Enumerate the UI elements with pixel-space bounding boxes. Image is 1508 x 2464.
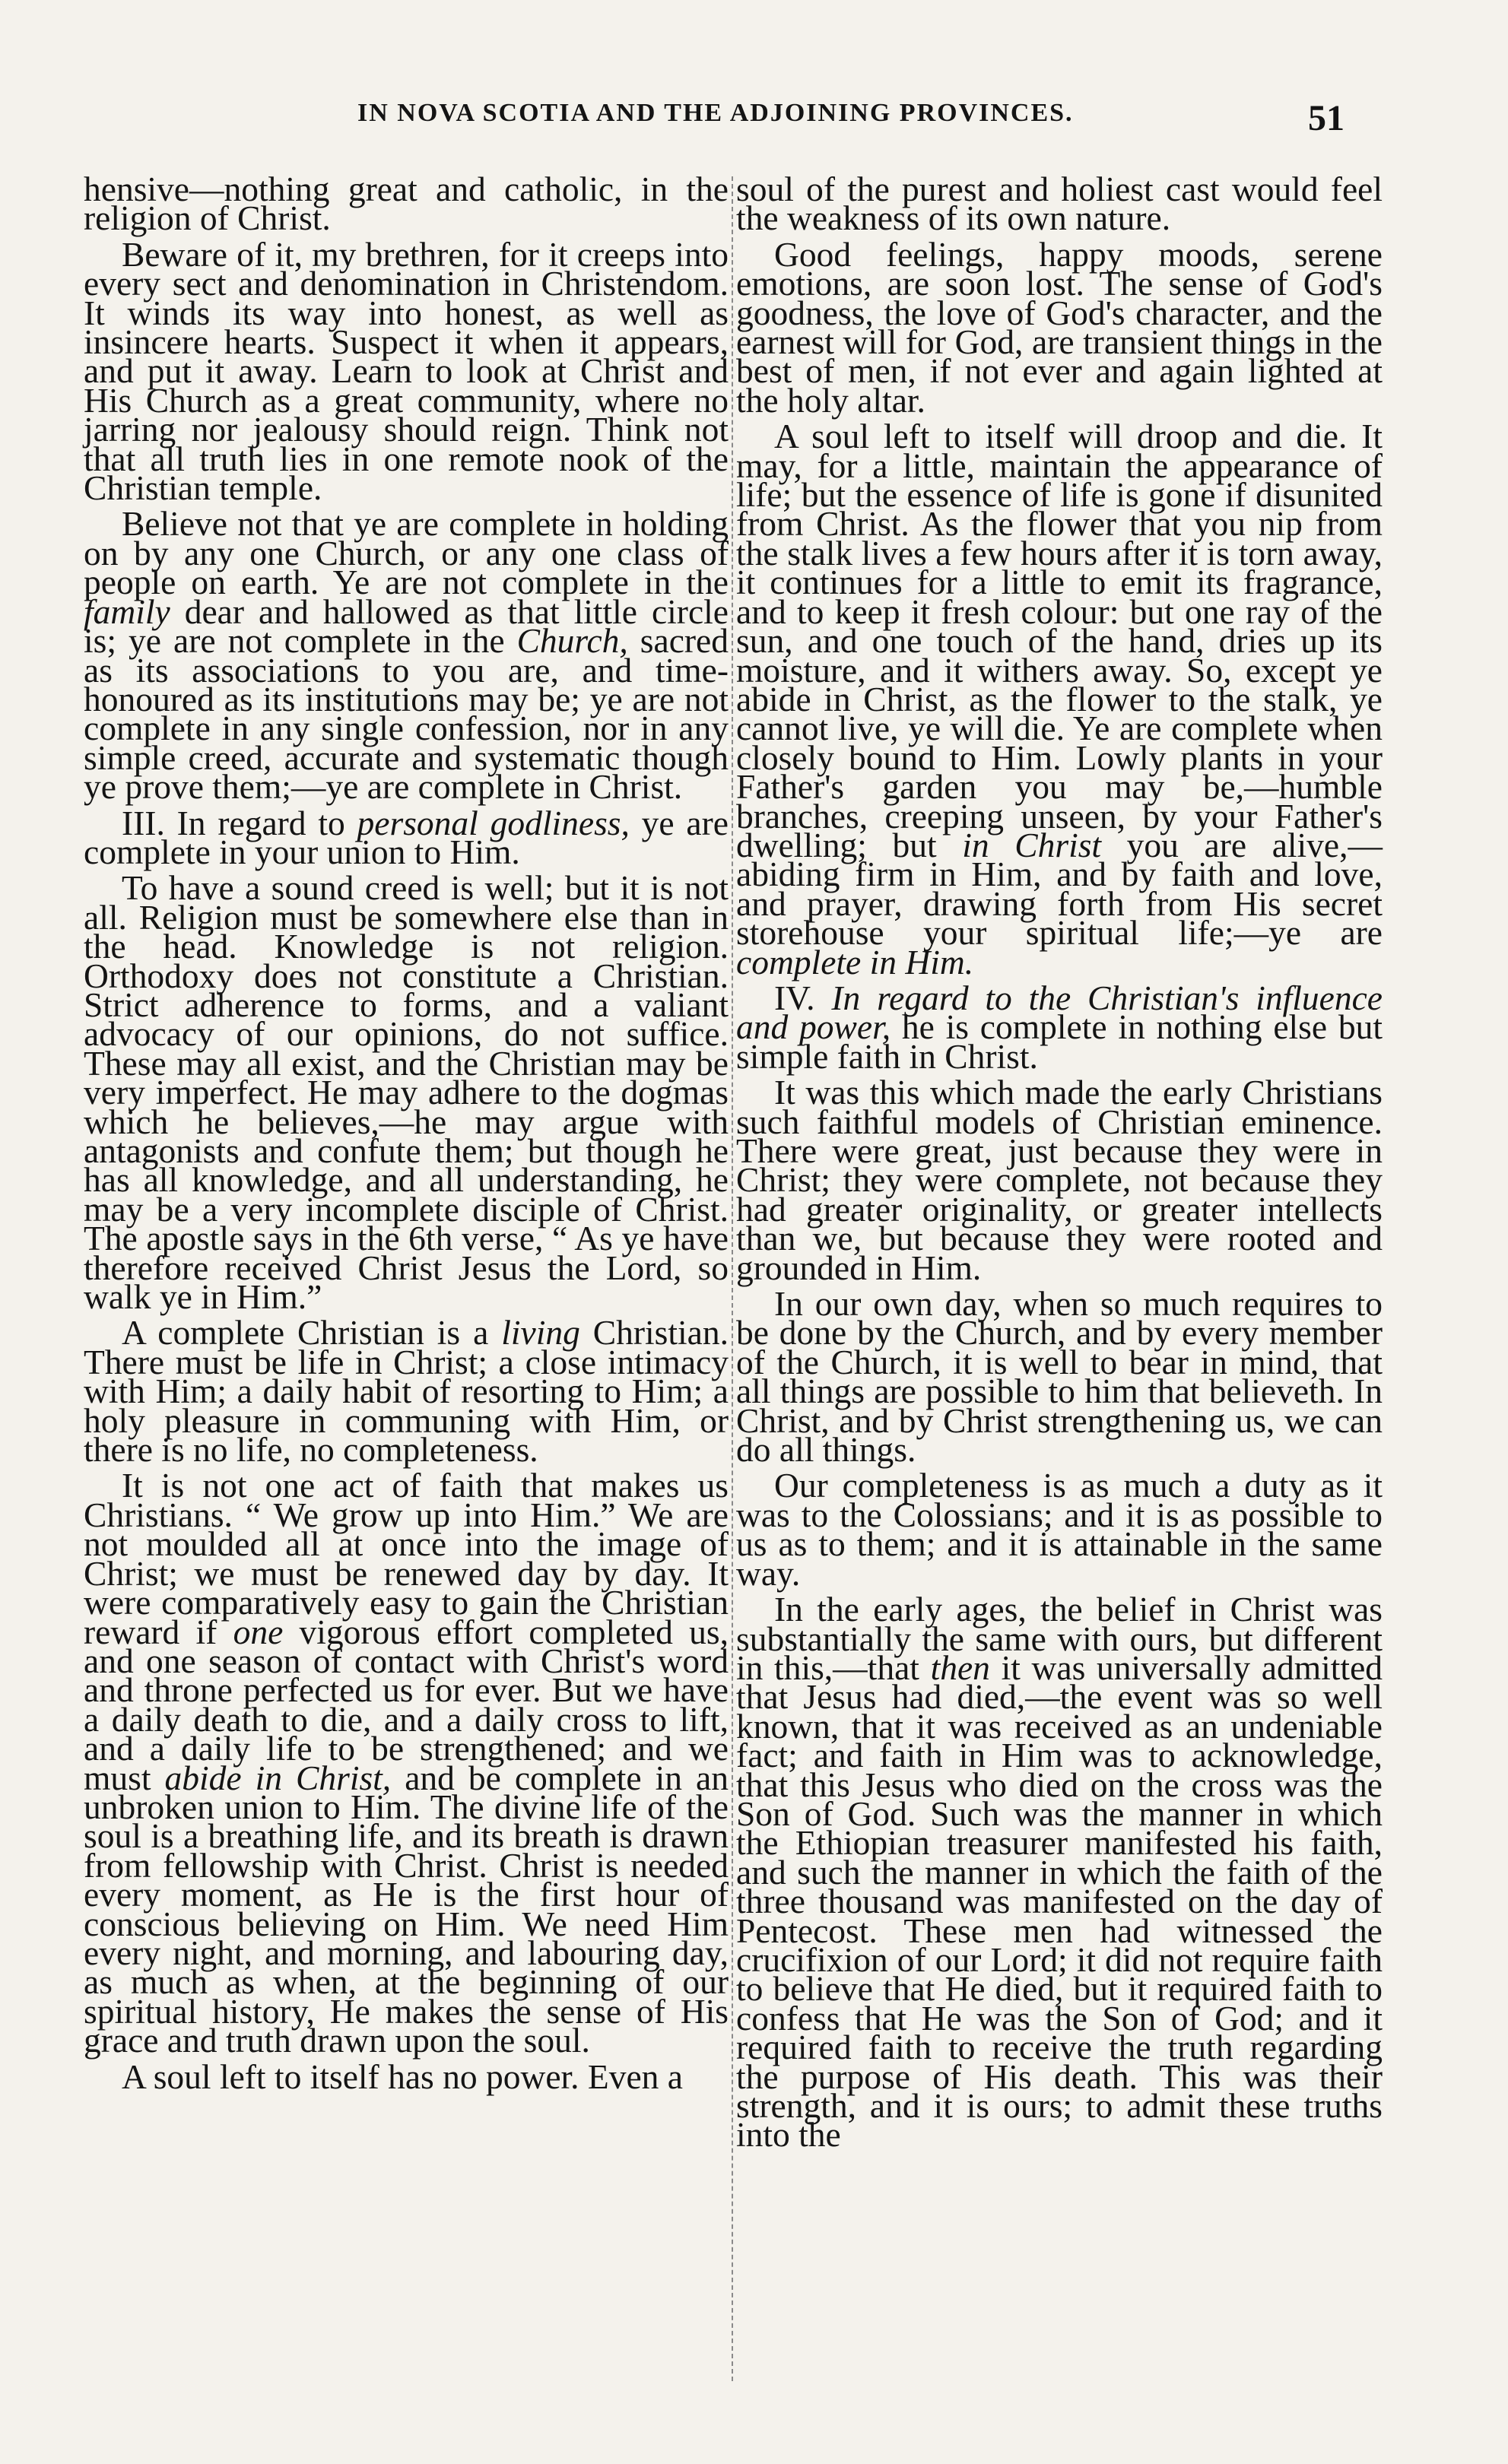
paragraph-text: A soul left to itself will droop and die. It may, for a little, maintain the appearance of life; but the essence of life is gone if disunited from Christ. As the flower that you nip from the stalk lives a few hours after it is torn away, it continues for a little to emit its fragrance, and to keep it fresh colour: but one ray of the sun, and one touch of the hand, dries up its moisture, and it withers away. So, except ye abide in Christ, as the flower to the stalk, ye cannot live, ye will die. Ye are complete when closely bound to Him. Lowly plants in your Father's garden you may be,—humble branches, creeping unseen, by your Father's dwelling; but (736, 417, 1383, 864)
paragraph-text: In our own day, when so much requires to be done by the Church, and by every member of the Church, it is well to bear in mind, that all things are possible to him that believeth. In Christ, and by Christ strengthening us, we can do all things. (736, 1284, 1383, 1470)
paragraph (84, 504, 729, 807)
paragraph-text: he is complete in nothing else but simple faith in Christ. (736, 1007, 1383, 1076)
section-heading-paragraph (84, 803, 729, 871)
page-number: 51 (1308, 98, 1345, 138)
paragraph (736, 1466, 1383, 1593)
italic-text: In regard to the Christian's influence and power, (736, 978, 1383, 1047)
paragraph (736, 417, 1383, 981)
paragraph (84, 2057, 729, 2096)
italic-text: then (930, 1647, 990, 1687)
paragraph-text: It is not one act of faith that makes us Christians. “ We grow up into Him.” We are not moulded all at once into the image of Christ; we must be renewed day by day. It were comparatively easy to gain the Christian reward if (84, 1466, 729, 1651)
paragraph-text: vigorous effort completed us, and one season of contact with Christ's word and throne perfected us for ever. But we have a daily death to die, and a daily cross to lift, and a daily life to be strengthened; and we must (84, 1612, 729, 1797)
paragraph-text: dear and hallowed as that little circle is; ye are not complete in the (84, 591, 729, 661)
paragraph-text: Beware of it, my brethren, for it creeps into every sect and denomination in Christendom. It winds its way into honest, as well as insincere hearts. Suspect it when it appears, and put it away. Learn to look at Christ and His Church as a great community, where no jarring nor jealousy should reign. Think not that all truth lies in one remote nook of the Christian temple. (84, 234, 729, 508)
paragraph-text: Christian. There must be life in Christ; a close intimacy with Him; a daily habit of resorting to Him; a holy pleasure in communing with Him, or there is no life, no completeness. (84, 1313, 729, 1470)
paragraph-text: you are alive,—abiding firm in Him, and by faith and love, and prayer, drawing forth from His secret storehouse your spiritual life;—ye are (736, 825, 1383, 953)
italic-text: Church, (516, 621, 628, 661)
left-column (84, 170, 729, 2098)
paragraph-text: ye are complete in your union to Him. (84, 803, 729, 871)
italic-text: in Christ (962, 825, 1102, 864)
paragraph (736, 234, 1383, 420)
paragraph-text: III. In regard to (122, 803, 357, 842)
paragraph (736, 170, 1383, 238)
paragraph-text: A complete Christian is a (122, 1313, 502, 1353)
italic-text: abide in Christ, (164, 1758, 392, 1797)
italic-text: personal godliness, (357, 803, 630, 842)
paragraph-text: hensive—nothing great and catholic, in the religion of Christ. (84, 170, 729, 238)
paragraph (84, 868, 729, 1317)
running-header: IN NOVA SCOTIA AND THE ADJOINING PROVINCES. (357, 99, 1074, 127)
paragraph-text: It was this which made the early Christians such faithful models of Christian eminence. There were great, just because they were in Christ; they were complete, not because they had greater originality, or greater intellects than we, but because they were rooted and grounded in Him. (736, 1073, 1383, 1287)
paragraph-text: sacred as its associations to you are, and time-honoured as its institutions may be; ye are not complete in any single confession, nor in any simple creed, accurate and systematic though ye prove them;—ye are complete in Christ. (84, 621, 729, 807)
italic-text: family (84, 591, 170, 631)
paragraph (84, 1466, 729, 2060)
paragraph-text: To have a sound creed is well; but it is not all. Religion must be somewhere else than in the head. Knowledge is not religion. Orthodoxy does not constitute a Christian. Strict adherence to forms, and a valiant advocacy of our opinions, do not suffice. These may all exist, and the Christian may be very imperfect. He may adhere to the dogmas which he believes,—he may argue with antagonists and confute them; but though he has all knowledge, and all understanding, he may be a very incomplete disciple of Christ. The apostle says in the 6th verse, “ As ye have therefore received Christ Jesus the Lord, so walk ye in Him.” (84, 868, 729, 1317)
paragraph (84, 170, 729, 238)
paragraph-text: Good feelings, happy moods, serene emotions, are soon lost. The sense of God's goodness, the love of God's character, and the earnest will for God, are transient things in the best of men, if not ever and again lighted at the holy altar. (736, 234, 1383, 420)
section-heading-paragraph (736, 978, 1383, 1076)
paragraph (736, 1284, 1383, 1470)
paragraph (736, 1073, 1383, 1287)
paragraph (84, 234, 729, 508)
paragraph-text: and be complete in an unbroken union to Him. The divine life of the soul is a breathing life, and its breath is drawn from fellowship with Christ. Christ is needed every moment, as He is the first hour of conscious believing on Him. We need Him every night, and morning, and labouring day, as much as when, at the beginning of our spiritual history, He makes the sense of His grace and truth drawn upon the soul. (84, 1758, 729, 2060)
column-divider (732, 176, 733, 2381)
italic-text: one (233, 1612, 284, 1651)
italic-text: living (501, 1313, 580, 1353)
paragraph-text: Our completeness is as much a duty as it was to the Colossians; and it is as possible to us as to them; and it is attainable in the same way. (736, 1466, 1383, 1593)
italic-text: complete in Him. (736, 942, 974, 981)
paragraph-text: In the early ages, the belief in Christ was substantially the same with ours, but different in this,—that (736, 1590, 1383, 1687)
paragraph (84, 1313, 729, 1470)
paragraph-text: it was universally admitted that Jesus had died,—the event was so well known, that it was received as an undeniable fact; and faith in Him was to acknowledge, that this Jesus who died on the cross was the Son of God. Such was the manner in which the Ethiopian treasurer manifested his faith, and such the manner in which the faith of the three thousand was manifested on the day of Pentecost. These men had witnessed the crucifixion of our Lord; it did not require faith to believe that He died, but it required faith to confess that He was the Son of God; and it required faith to receive the truth regarding the purpose of His death. This was their strength, and it is ours; to admit these truths into the (736, 1647, 1383, 2155)
right-column (736, 170, 1383, 2157)
paragraph-text: IV. (774, 978, 832, 1017)
paragraph-text: Believe not that ye are complete in holding on by any one Church, or any one class of people on earth. Ye are not complete in the (84, 504, 729, 602)
paragraph (736, 1590, 1383, 2155)
paragraph-text: A soul left to itself has no power. Even a (122, 2057, 683, 2096)
paragraph-text: soul of the purest and holiest cast would feel the weakness of its own nature. (736, 170, 1383, 238)
